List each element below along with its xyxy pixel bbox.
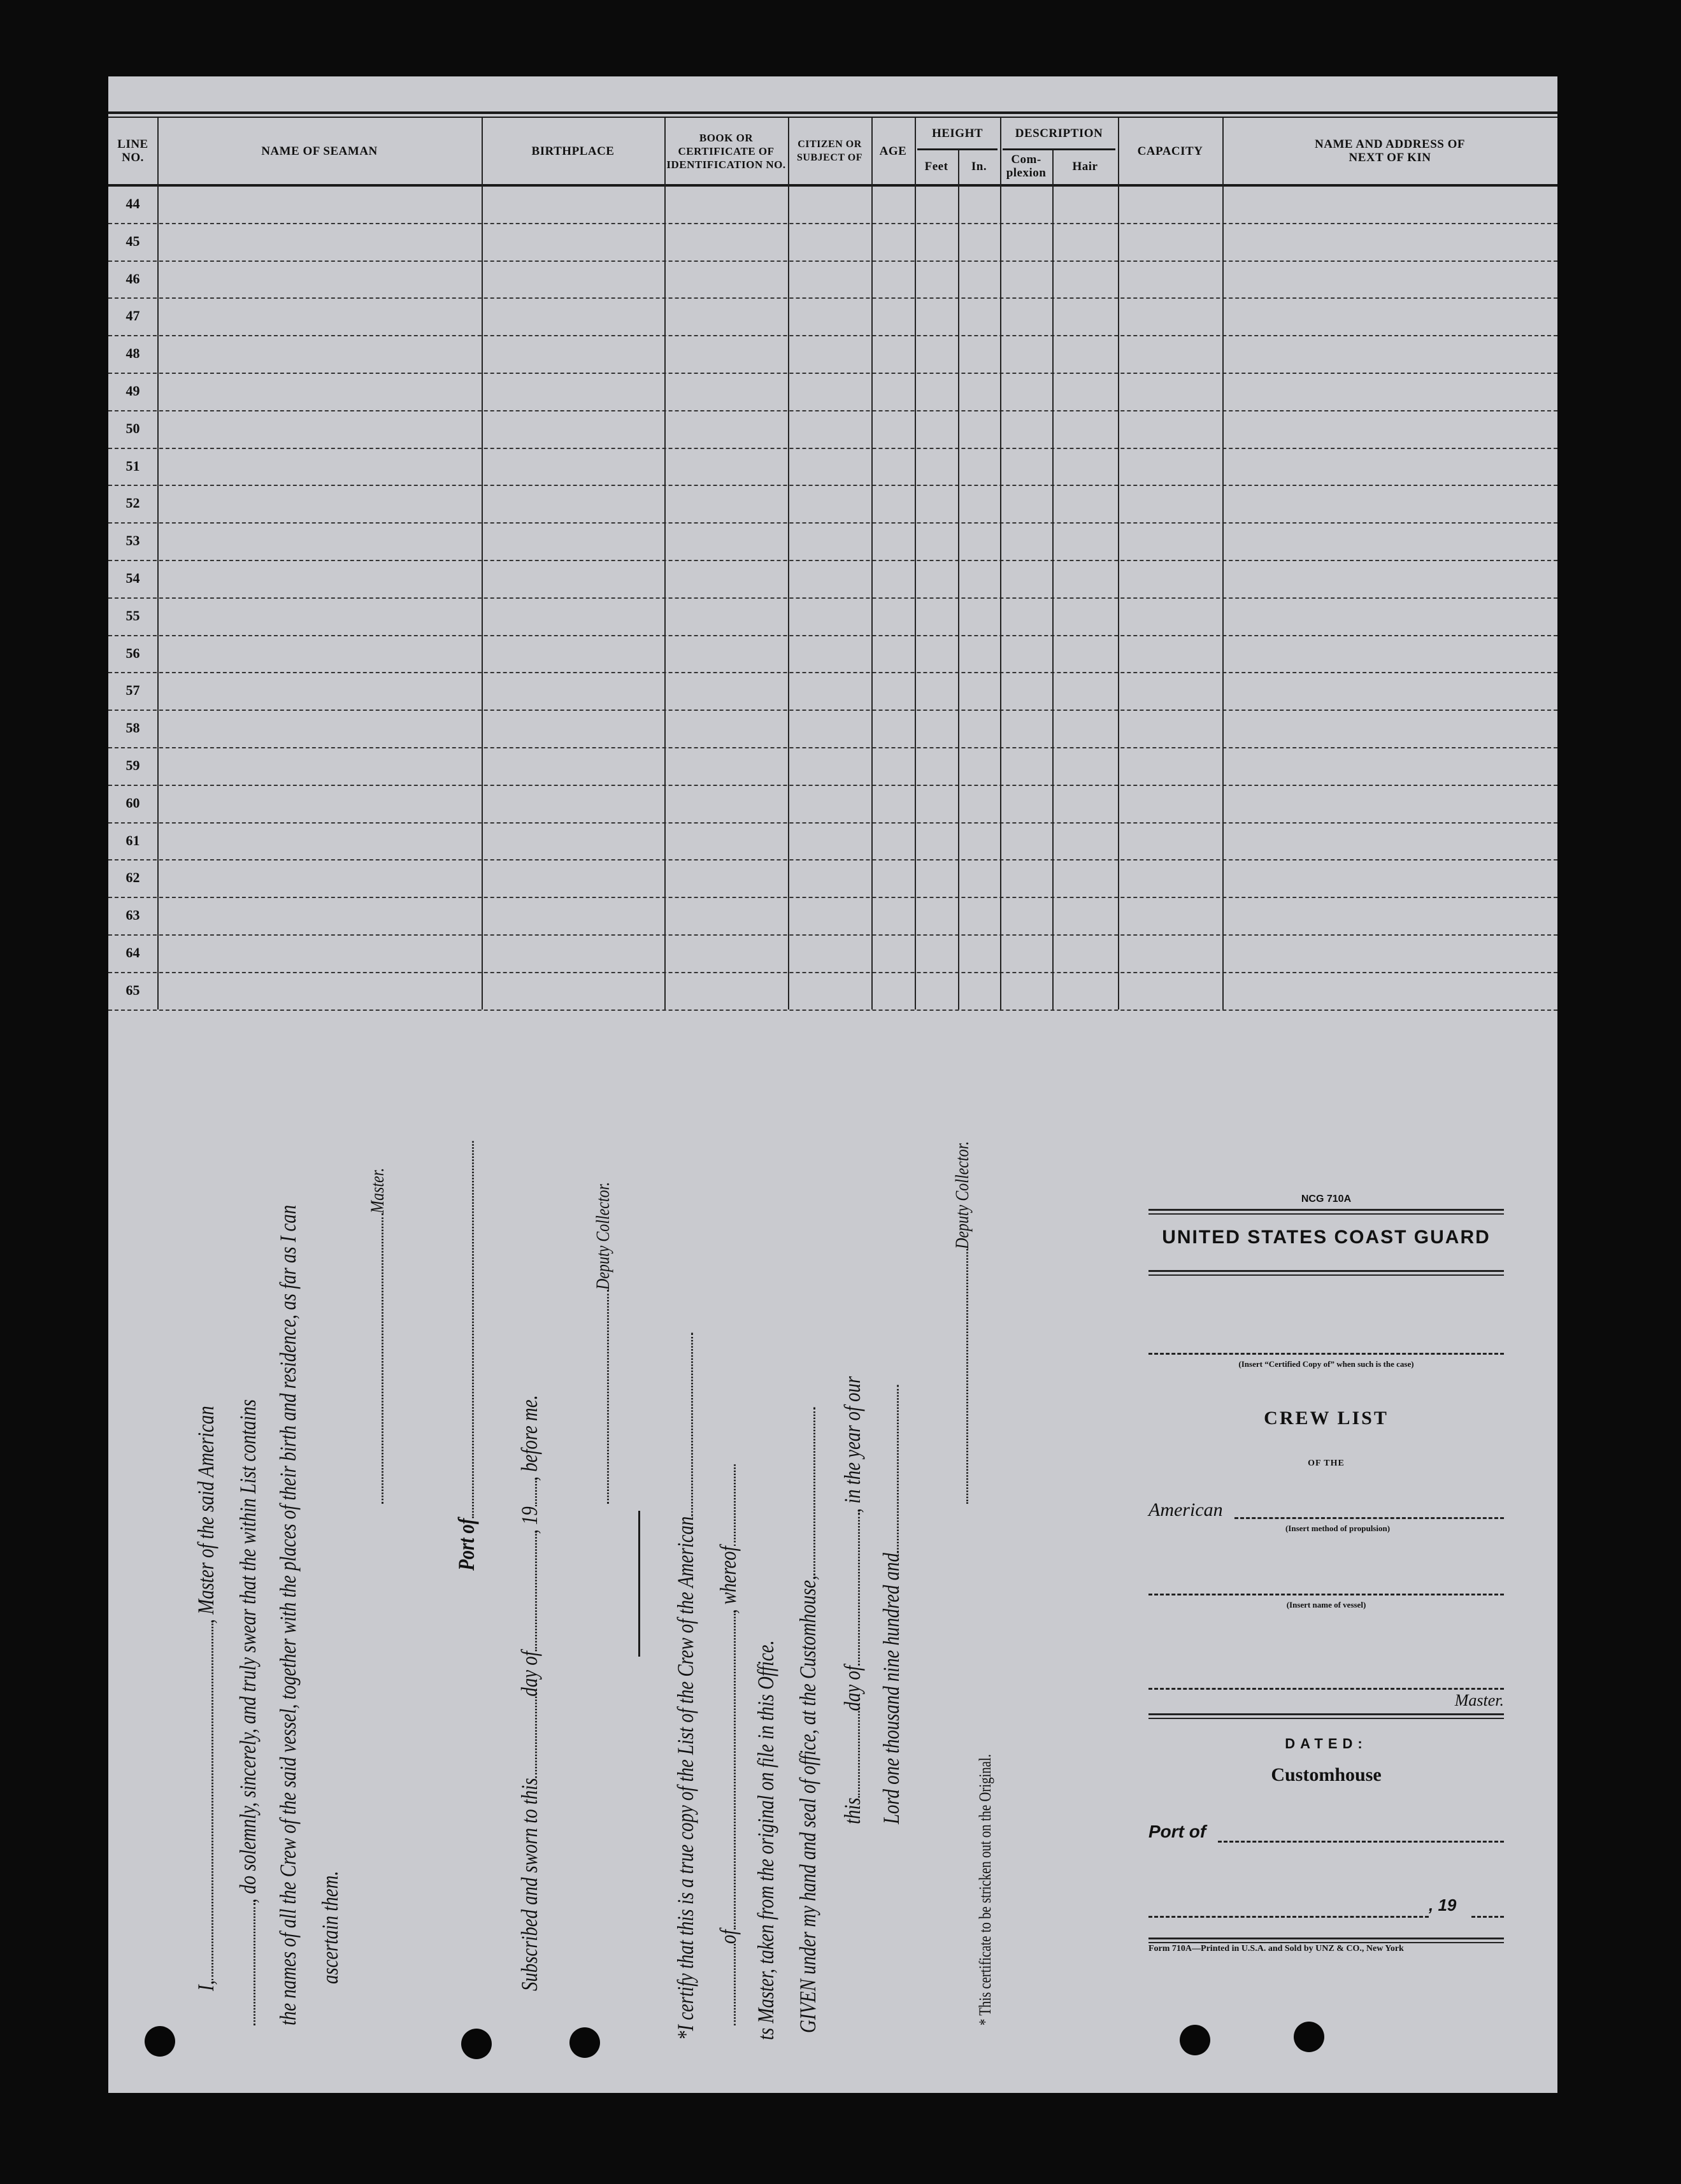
table-row[interactable]	[108, 411, 1557, 449]
table-row[interactable]	[108, 561, 1557, 599]
line-number: 56	[125, 645, 140, 661]
double-rule	[1148, 1209, 1504, 1215]
line-number: 46	[125, 270, 140, 287]
table-row[interactable]	[108, 936, 1557, 973]
vessel-name-note: (Insert name of vessel)	[1286, 1600, 1366, 1609]
double-rule	[1148, 1713, 1504, 1719]
oath-line-4: ascertain them.	[317, 1871, 343, 1984]
oath-line-3: the names of all the Crew of the said vessel, together with the places of their birth and residence, as far as I can	[275, 1204, 301, 2025]
master-name-blank[interactable]	[725, 1464, 736, 1546]
header-citizen: CITIZEN OR SUBJECT OF	[797, 139, 862, 163]
year-label: , 19	[1429, 1895, 1457, 1915]
line-number: 44	[125, 196, 140, 211]
punch-hole	[1294, 2022, 1324, 2052]
oath-text: I,	[193, 1980, 218, 1991]
header-age: AGE	[879, 144, 907, 158]
column-divider	[1000, 118, 1001, 1010]
table-row[interactable]	[108, 860, 1557, 898]
cert-text: *I certify that this is a true copy of the List of the Crew of the American	[673, 1516, 698, 2040]
month-blank[interactable]	[526, 1534, 537, 1651]
day-blank[interactable]	[526, 1697, 537, 1778]
cert-text: of	[715, 1929, 741, 1944]
top-rule	[108, 111, 1557, 114]
line-number: 55	[125, 607, 140, 624]
cert-text: , whereof	[715, 1546, 741, 1614]
column-divider	[157, 118, 159, 1010]
header-capacity: CAPACITY	[1137, 144, 1203, 158]
line-number: 49	[125, 383, 140, 399]
table-row[interactable]	[108, 524, 1557, 561]
port-blank[interactable]	[463, 1141, 474, 1518]
table-row[interactable]	[108, 374, 1557, 411]
column-divider	[1118, 118, 1119, 1010]
table-row[interactable]	[108, 898, 1557, 936]
master-signature-blank[interactable]	[373, 1213, 383, 1504]
column-divider	[871, 118, 873, 1010]
line-number: 51	[125, 457, 140, 474]
master-blank[interactable]	[245, 1903, 255, 2025]
table-row[interactable]	[108, 262, 1557, 299]
port-of-label: Port of	[1148, 1822, 1206, 1841]
table-row[interactable]	[108, 449, 1557, 487]
certified-copy-note: (Insert “Certified Copy of” when such is the case)	[1238, 1359, 1414, 1369]
table-row[interactable]	[108, 711, 1557, 748]
oath-text: , Master of the said American	[193, 1406, 218, 1624]
master-label: Master.	[367, 1167, 388, 1213]
subscribed-line	[516, 1395, 543, 1991]
deputy-signature-blank[interactable]	[957, 1249, 968, 1504]
crew-list-title: CREW LIST	[1264, 1408, 1389, 1429]
printer-imprint: Form 710A—Printed in U.S.A. and Sold by UNZ & CO., New York	[1148, 1944, 1404, 1953]
double-rule	[1148, 1270, 1504, 1276]
height-subrule	[917, 148, 998, 150]
oath-port-line	[453, 1141, 480, 1571]
line-number: 48	[125, 345, 140, 362]
vessel-name-blank[interactable]	[725, 1944, 736, 2025]
double-rule	[1148, 1938, 1504, 1943]
header-height: HEIGHT	[931, 126, 984, 140]
vessel-name-blank[interactable]	[1148, 1594, 1504, 1595]
certificate-line-3: ts Master, taken from the original on file in this Office.	[753, 1640, 778, 2040]
line-number: 50	[125, 420, 140, 436]
header-feet: Feet	[924, 159, 948, 173]
description-subrule	[1003, 148, 1115, 150]
form-code: NCG 710A	[1301, 1194, 1352, 1204]
column-divider	[1222, 118, 1224, 1010]
cert-text: Lord one thousand nine hundred and	[878, 1553, 904, 1824]
oath-text: day of	[517, 1651, 542, 1697]
propulsion-blank[interactable]	[1234, 1517, 1504, 1519]
line-number: 64	[125, 945, 140, 960]
oath-line-1	[192, 1406, 219, 1991]
punch-hole	[461, 2029, 492, 2059]
certificate-line-4	[794, 1408, 821, 2033]
deputy-collector-line-2	[947, 1141, 974, 1504]
deputy-label: Deputy Collector.	[592, 1181, 613, 1290]
table-row[interactable]	[108, 336, 1557, 374]
header-inches: In.	[971, 159, 987, 173]
certificate-line-1	[672, 1333, 699, 2040]
agency-title: UNITED STATES COAST GUARD	[1162, 1227, 1491, 1248]
deputy-signature-blank[interactable]	[598, 1290, 609, 1504]
table-row[interactable]	[108, 224, 1557, 262]
cert-text: day of	[840, 1666, 865, 1711]
oath-text: , before me.	[517, 1395, 542, 1481]
master-label: Master.	[1454, 1691, 1504, 1709]
dated-label: DATED:	[1285, 1736, 1368, 1752]
line-number: 52	[125, 495, 140, 511]
oath-text: , 19	[517, 1506, 542, 1534]
column-divider	[482, 118, 483, 1010]
section-divider	[638, 1511, 640, 1657]
year-blank[interactable]	[526, 1481, 537, 1506]
header-next-of-kin: NAME AND ADDRESS OF NEXT OF KIN	[1315, 138, 1465, 164]
cert-text: GIVEN under my hand and seal of office, at the Customhouse,	[795, 1575, 820, 2033]
column-divider	[664, 118, 666, 1010]
table-row[interactable]	[108, 673, 1557, 711]
column-divider	[1052, 150, 1054, 1010]
column-divider	[788, 118, 789, 1010]
crew-list-form	[108, 76, 1557, 2093]
table-row[interactable]	[108, 299, 1557, 336]
line-number: 63	[125, 907, 140, 924]
date-blank[interactable]	[1148, 1916, 1429, 1918]
column-divider	[958, 150, 959, 1010]
header-line-no: LINE NO.	[117, 138, 148, 164]
table-row[interactable]	[108, 786, 1557, 824]
line-number: 60	[125, 794, 140, 811]
header-book-certificate: BOOK OR CERTIFICATE OF IDENTIFICATION NO.	[666, 131, 786, 171]
header-birthplace: BIRTHPLACE	[531, 144, 615, 158]
line-number: 47	[125, 308, 140, 324]
column-divider	[915, 118, 916, 1010]
propulsion-note: (Insert method of propulsion)	[1285, 1524, 1391, 1533]
header-complexion: Com-plexion	[1006, 153, 1047, 180]
port-name-blank[interactable]	[725, 1614, 736, 1930]
header-name-of-seaman: NAME OF SEAMAN	[261, 144, 378, 158]
deputy-label: Deputy Collector.	[952, 1141, 973, 1249]
table-row[interactable]	[108, 636, 1557, 674]
year-blank[interactable]	[888, 1385, 899, 1553]
table-row[interactable]	[108, 824, 1557, 861]
line-number: 57	[125, 682, 140, 699]
table-row[interactable]	[108, 187, 1557, 224]
line-number: 65	[125, 981, 140, 998]
master-name-blank[interactable]	[1148, 1688, 1504, 1690]
certified-copy-blank[interactable]	[1148, 1353, 1504, 1355]
line-number: 58	[125, 720, 140, 736]
master-signature-line	[362, 1168, 389, 1504]
punch-hole	[145, 2026, 175, 2057]
table-row[interactable]	[108, 599, 1557, 636]
table-row[interactable]	[108, 973, 1557, 1011]
header-hair: Hair	[1072, 159, 1098, 173]
oath-line-2	[234, 1399, 261, 2025]
master-name-blank[interactable]	[203, 1624, 213, 1980]
month-blank[interactable]	[849, 1513, 860, 1666]
port-of-label: Port of	[454, 1518, 479, 1571]
line-number: 62	[125, 869, 140, 886]
certificate-line-5	[839, 1376, 866, 1824]
certificate-line-2	[715, 1464, 741, 2025]
american-label: American	[1148, 1499, 1223, 1520]
oath-text: Subscribed and sworn to this	[517, 1778, 542, 1991]
line-number: 59	[125, 757, 140, 773]
table-row[interactable]	[108, 748, 1557, 786]
day-blank[interactable]	[849, 1711, 860, 1797]
table-row[interactable]	[108, 486, 1557, 524]
customhouse-label: Customhouse	[1271, 1764, 1382, 1785]
port-blank[interactable]	[1218, 1841, 1504, 1843]
oath-text: , do solemnly, sincerely, and truly swear that the within List contains	[235, 1399, 261, 1903]
certificate-footnote: * This certificate to be stricken out on the Original.	[976, 1754, 994, 2025]
line-number: 61	[125, 832, 140, 848]
of-the-label: OF THE	[1308, 1459, 1345, 1468]
deputy-collector-line-1	[588, 1182, 615, 1504]
punch-hole	[1180, 2025, 1210, 2055]
line-number: 45	[125, 232, 140, 249]
line-number: 54	[125, 570, 140, 586]
line-number: 53	[125, 532, 140, 549]
punch-hole	[569, 2027, 600, 2058]
cert-text: this	[840, 1797, 865, 1824]
vessel-blank[interactable]	[682, 1333, 693, 1517]
customhouse-blank[interactable]	[805, 1408, 815, 1576]
cert-text: , in the year of our	[840, 1376, 865, 1513]
certificate-line-6	[878, 1385, 905, 1824]
year-blank[interactable]	[1471, 1916, 1504, 1918]
header-description: DESCRIPTION	[1015, 126, 1103, 140]
